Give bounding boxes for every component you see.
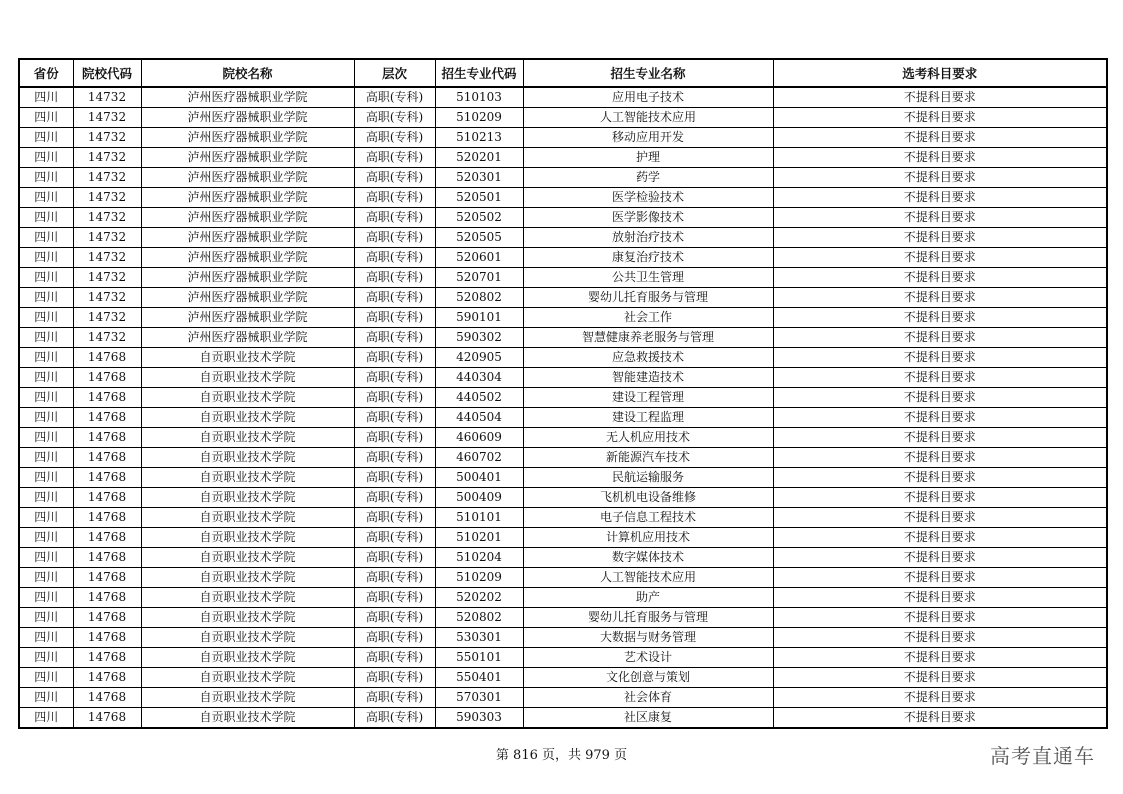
cell-school-name: 泸州医疗器械职业学院 bbox=[141, 248, 354, 268]
table-row bbox=[19, 128, 1107, 148]
cell-province: 四川 bbox=[19, 128, 73, 148]
cell-major-code: 520501 bbox=[435, 188, 523, 208]
cell-major-name: 婴幼儿托育服务与管理 bbox=[523, 288, 773, 308]
cell-major-name: 婴幼儿托育服务与管理 bbox=[523, 608, 773, 628]
cell-level: 高职(专科) bbox=[354, 388, 435, 408]
cell-school-code: 14768 bbox=[73, 468, 141, 488]
cell-major-code: 440504 bbox=[435, 408, 523, 428]
table-row bbox=[19, 388, 1107, 408]
cell-school-name: 自贡职业技术学院 bbox=[141, 508, 354, 528]
cell-subject-requirement: 不提科目要求 bbox=[773, 388, 1107, 408]
table-row bbox=[19, 448, 1107, 468]
cell-subject-requirement: 不提科目要求 bbox=[773, 348, 1107, 368]
cell-school-code: 14732 bbox=[73, 87, 141, 108]
cell-school-code: 14732 bbox=[73, 188, 141, 208]
cell-school-name: 自贡职业技术学院 bbox=[141, 368, 354, 388]
cell-level: 高职(专科) bbox=[354, 248, 435, 268]
cell-major-code: 550401 bbox=[435, 668, 523, 688]
table-row bbox=[19, 188, 1107, 208]
cell-major-code: 520601 bbox=[435, 248, 523, 268]
cell-major-code: 510213 bbox=[435, 128, 523, 148]
cell-major-code: 590101 bbox=[435, 308, 523, 328]
cell-province: 四川 bbox=[19, 628, 73, 648]
cell-level: 高职(专科) bbox=[354, 328, 435, 348]
table-row bbox=[19, 348, 1107, 368]
cell-major-name: 人工智能技术应用 bbox=[523, 568, 773, 588]
cell-level: 高职(专科) bbox=[354, 448, 435, 468]
cell-school-code: 14732 bbox=[73, 228, 141, 248]
cell-school-name: 泸州医疗器械职业学院 bbox=[141, 288, 354, 308]
column-header-school-code: 院校代码 bbox=[73, 59, 141, 87]
cell-school-name: 自贡职业技术学院 bbox=[141, 708, 354, 729]
table-row bbox=[19, 87, 1107, 108]
cell-level: 高职(专科) bbox=[354, 488, 435, 508]
cell-major-name: 社会体育 bbox=[523, 688, 773, 708]
cell-school-name: 泸州医疗器械职业学院 bbox=[141, 128, 354, 148]
cell-school-name: 泸州医疗器械职业学院 bbox=[141, 328, 354, 348]
cell-school-name: 泸州医疗器械职业学院 bbox=[141, 268, 354, 288]
cell-major-name: 人工智能技术应用 bbox=[523, 108, 773, 128]
table-row bbox=[19, 408, 1107, 428]
cell-school-name: 自贡职业技术学院 bbox=[141, 448, 354, 468]
cell-major-name: 数字媒体技术 bbox=[523, 548, 773, 568]
cell-major-code: 510209 bbox=[435, 568, 523, 588]
cell-school-code: 14768 bbox=[73, 568, 141, 588]
cell-major-code: 500401 bbox=[435, 468, 523, 488]
cell-province: 四川 bbox=[19, 368, 73, 388]
cell-major-code: 510201 bbox=[435, 528, 523, 548]
table-row bbox=[19, 708, 1107, 729]
cell-major-name: 护理 bbox=[523, 148, 773, 168]
cell-level: 高职(专科) bbox=[354, 268, 435, 288]
cell-level: 高职(专科) bbox=[354, 368, 435, 388]
cell-major-code: 570301 bbox=[435, 688, 523, 708]
cell-major-code: 510204 bbox=[435, 548, 523, 568]
cell-school-code: 14732 bbox=[73, 108, 141, 128]
cell-school-name: 自贡职业技术学院 bbox=[141, 548, 354, 568]
cell-major-name: 康复治疗技术 bbox=[523, 248, 773, 268]
cell-subject-requirement: 不提科目要求 bbox=[773, 208, 1107, 228]
table-row bbox=[19, 228, 1107, 248]
column-header-level: 层次 bbox=[354, 59, 435, 87]
cell-school-code: 14768 bbox=[73, 488, 141, 508]
table-row bbox=[19, 588, 1107, 608]
cell-major-code: 460702 bbox=[435, 448, 523, 468]
cell-school-code: 14768 bbox=[73, 508, 141, 528]
admission-table bbox=[18, 58, 1108, 729]
cell-province: 四川 bbox=[19, 608, 73, 628]
cell-province: 四川 bbox=[19, 428, 73, 448]
cell-subject-requirement: 不提科目要求 bbox=[773, 568, 1107, 588]
cell-level: 高职(专科) bbox=[354, 348, 435, 368]
cell-major-code: 590302 bbox=[435, 328, 523, 348]
cell-level: 高职(专科) bbox=[354, 308, 435, 328]
cell-level: 高职(专科) bbox=[354, 148, 435, 168]
cell-province: 四川 bbox=[19, 588, 73, 608]
cell-level: 高职(专科) bbox=[354, 588, 435, 608]
cell-major-name: 公共卫生管理 bbox=[523, 268, 773, 288]
cell-subject-requirement: 不提科目要求 bbox=[773, 528, 1107, 548]
cell-major-name: 艺术设计 bbox=[523, 648, 773, 668]
cell-subject-requirement: 不提科目要求 bbox=[773, 708, 1107, 729]
cell-school-name: 泸州医疗器械职业学院 bbox=[141, 148, 354, 168]
cell-province: 四川 bbox=[19, 448, 73, 468]
cell-subject-requirement: 不提科目要求 bbox=[773, 148, 1107, 168]
cell-province: 四川 bbox=[19, 268, 73, 288]
table-row bbox=[19, 208, 1107, 228]
cell-level: 高职(专科) bbox=[354, 468, 435, 488]
cell-subject-requirement: 不提科目要求 bbox=[773, 248, 1107, 268]
cell-major-code: 520202 bbox=[435, 588, 523, 608]
cell-subject-requirement: 不提科目要求 bbox=[773, 648, 1107, 668]
page-number: 第 816 页，共 979 页 bbox=[495, 748, 628, 763]
cell-major-name: 药学 bbox=[523, 168, 773, 188]
cell-school-code: 14732 bbox=[73, 268, 141, 288]
cell-province: 四川 bbox=[19, 108, 73, 128]
cell-level: 高职(专科) bbox=[354, 87, 435, 108]
cell-subject-requirement: 不提科目要求 bbox=[773, 87, 1107, 108]
cell-level: 高职(专科) bbox=[354, 428, 435, 448]
cell-school-name: 自贡职业技术学院 bbox=[141, 468, 354, 488]
cell-major-name: 移动应用开发 bbox=[523, 128, 773, 148]
cell-school-name: 泸州医疗器械职业学院 bbox=[141, 208, 354, 228]
cell-subject-requirement: 不提科目要求 bbox=[773, 608, 1107, 628]
cell-major-name: 建设工程管理 bbox=[523, 388, 773, 408]
cell-level: 高职(专科) bbox=[354, 688, 435, 708]
cell-province: 四川 bbox=[19, 87, 73, 108]
cell-major-name: 医学检验技术 bbox=[523, 188, 773, 208]
cell-province: 四川 bbox=[19, 708, 73, 729]
cell-level: 高职(专科) bbox=[354, 508, 435, 528]
cell-major-code: 510101 bbox=[435, 508, 523, 528]
cell-major-name: 无人机应用技术 bbox=[523, 428, 773, 448]
cell-school-name: 自贡职业技术学院 bbox=[141, 388, 354, 408]
cell-school-name: 自贡职业技术学院 bbox=[141, 608, 354, 628]
table-row bbox=[19, 108, 1107, 128]
cell-province: 四川 bbox=[19, 168, 73, 188]
table-row bbox=[19, 528, 1107, 548]
cell-school-code: 14732 bbox=[73, 128, 141, 148]
cell-major-code: 520701 bbox=[435, 268, 523, 288]
cell-subject-requirement: 不提科目要求 bbox=[773, 628, 1107, 648]
table-row bbox=[19, 648, 1107, 668]
cell-major-name: 电子信息工程技术 bbox=[523, 508, 773, 528]
cell-school-name: 泸州医疗器械职业学院 bbox=[141, 188, 354, 208]
cell-province: 四川 bbox=[19, 228, 73, 248]
cell-level: 高职(专科) bbox=[354, 668, 435, 688]
cell-level: 高职(专科) bbox=[354, 108, 435, 128]
cell-level: 高职(专科) bbox=[354, 708, 435, 729]
cell-major-code: 520802 bbox=[435, 608, 523, 628]
table-row bbox=[19, 608, 1107, 628]
cell-province: 四川 bbox=[19, 548, 73, 568]
cell-subject-requirement: 不提科目要求 bbox=[773, 588, 1107, 608]
table-row bbox=[19, 368, 1107, 388]
cell-major-code: 460609 bbox=[435, 428, 523, 448]
cell-province: 四川 bbox=[19, 388, 73, 408]
cell-subject-requirement: 不提科目要求 bbox=[773, 128, 1107, 148]
cell-major-code: 510209 bbox=[435, 108, 523, 128]
table-row bbox=[19, 148, 1107, 168]
cell-level: 高职(专科) bbox=[354, 408, 435, 428]
cell-major-name: 文化创意与策划 bbox=[523, 668, 773, 688]
cell-level: 高职(专科) bbox=[354, 168, 435, 188]
table-row bbox=[19, 468, 1107, 488]
cell-school-code: 14732 bbox=[73, 148, 141, 168]
cell-school-code: 14768 bbox=[73, 448, 141, 468]
cell-school-name: 泸州医疗器械职业学院 bbox=[141, 168, 354, 188]
cell-school-name: 自贡职业技术学院 bbox=[141, 488, 354, 508]
cell-school-name: 自贡职业技术学院 bbox=[141, 348, 354, 368]
cell-province: 四川 bbox=[19, 508, 73, 528]
cell-major-name: 智慧健康养老服务与管理 bbox=[523, 328, 773, 348]
cell-major-name: 飞机机电设备维修 bbox=[523, 488, 773, 508]
cell-province: 四川 bbox=[19, 488, 73, 508]
cell-school-name: 自贡职业技术学院 bbox=[141, 688, 354, 708]
table-row bbox=[19, 288, 1107, 308]
cell-school-code: 14732 bbox=[73, 308, 141, 328]
cell-school-code: 14768 bbox=[73, 648, 141, 668]
cell-level: 高职(专科) bbox=[354, 208, 435, 228]
cell-major-name: 助产 bbox=[523, 588, 773, 608]
cell-province: 四川 bbox=[19, 468, 73, 488]
cell-school-code: 14768 bbox=[73, 528, 141, 548]
cell-subject-requirement: 不提科目要求 bbox=[773, 488, 1107, 508]
cell-province: 四川 bbox=[19, 528, 73, 548]
cell-major-code: 590303 bbox=[435, 708, 523, 729]
cell-major-code: 550101 bbox=[435, 648, 523, 668]
cell-school-name: 自贡职业技术学院 bbox=[141, 428, 354, 448]
cell-school-code: 14768 bbox=[73, 348, 141, 368]
table-row bbox=[19, 248, 1107, 268]
cell-major-code: 440502 bbox=[435, 388, 523, 408]
cell-subject-requirement: 不提科目要求 bbox=[773, 508, 1107, 528]
cell-school-name: 泸州医疗器械职业学院 bbox=[141, 228, 354, 248]
cell-major-name: 民航运输服务 bbox=[523, 468, 773, 488]
table-row bbox=[19, 508, 1107, 528]
cell-level: 高职(专科) bbox=[354, 188, 435, 208]
cell-major-code: 520502 bbox=[435, 208, 523, 228]
cell-major-name: 社区康复 bbox=[523, 708, 773, 729]
table-row bbox=[19, 688, 1107, 708]
cell-school-code: 14732 bbox=[73, 288, 141, 308]
cell-province: 四川 bbox=[19, 208, 73, 228]
cell-level: 高职(专科) bbox=[354, 228, 435, 248]
cell-major-name: 建设工程监理 bbox=[523, 408, 773, 428]
cell-major-name: 智能建造技术 bbox=[523, 368, 773, 388]
cell-school-code: 14732 bbox=[73, 248, 141, 268]
cell-school-code: 14768 bbox=[73, 628, 141, 648]
cell-level: 高职(专科) bbox=[354, 128, 435, 148]
cell-province: 四川 bbox=[19, 328, 73, 348]
cell-major-code: 520301 bbox=[435, 168, 523, 188]
cell-province: 四川 bbox=[19, 288, 73, 308]
cell-school-name: 泸州医疗器械职业学院 bbox=[141, 87, 354, 108]
cell-subject-requirement: 不提科目要求 bbox=[773, 408, 1107, 428]
column-header-school-name: 院校名称 bbox=[141, 59, 354, 87]
cell-school-name: 自贡职业技术学院 bbox=[141, 528, 354, 548]
cell-major-name: 大数据与财务管理 bbox=[523, 628, 773, 648]
table-row bbox=[19, 548, 1107, 568]
cell-province: 四川 bbox=[19, 148, 73, 168]
cell-school-name: 自贡职业技术学院 bbox=[141, 588, 354, 608]
cell-level: 高职(专科) bbox=[354, 288, 435, 308]
table-row bbox=[19, 428, 1107, 448]
cell-major-code: 530301 bbox=[435, 628, 523, 648]
cell-subject-requirement: 不提科目要求 bbox=[773, 548, 1107, 568]
cell-school-name: 泸州医疗器械职业学院 bbox=[141, 308, 354, 328]
table-header-row bbox=[19, 59, 1107, 87]
cell-school-name: 自贡职业技术学院 bbox=[141, 648, 354, 668]
cell-level: 高职(专科) bbox=[354, 548, 435, 568]
watermark-text: 高考直通车 bbox=[990, 744, 1095, 768]
cell-subject-requirement: 不提科目要求 bbox=[773, 688, 1107, 708]
cell-subject-requirement: 不提科目要求 bbox=[773, 368, 1107, 388]
cell-level: 高职(专科) bbox=[354, 568, 435, 588]
cell-major-code: 520505 bbox=[435, 228, 523, 248]
cell-subject-requirement: 不提科目要求 bbox=[773, 668, 1107, 688]
cell-subject-requirement: 不提科目要求 bbox=[773, 108, 1107, 128]
cell-subject-requirement: 不提科目要求 bbox=[773, 468, 1107, 488]
cell-school-code: 14768 bbox=[73, 368, 141, 388]
column-header-province: 省份 bbox=[19, 59, 73, 87]
cell-subject-requirement: 不提科目要求 bbox=[773, 188, 1107, 208]
cell-subject-requirement: 不提科目要求 bbox=[773, 448, 1107, 468]
cell-school-name: 自贡职业技术学院 bbox=[141, 628, 354, 648]
cell-province: 四川 bbox=[19, 188, 73, 208]
cell-school-code: 14768 bbox=[73, 708, 141, 729]
table-row bbox=[19, 168, 1107, 188]
cell-school-name: 自贡职业技术学院 bbox=[141, 568, 354, 588]
column-header-major-name: 招生专业名称 bbox=[523, 59, 773, 87]
cell-province: 四川 bbox=[19, 308, 73, 328]
cell-province: 四川 bbox=[19, 668, 73, 688]
cell-major-name: 应用电子技术 bbox=[523, 87, 773, 108]
cell-level: 高职(专科) bbox=[354, 528, 435, 548]
cell-province: 四川 bbox=[19, 348, 73, 368]
column-header-major-code: 招生专业代码 bbox=[435, 59, 523, 87]
cell-school-code: 14768 bbox=[73, 428, 141, 448]
table-row bbox=[19, 668, 1107, 688]
table-row bbox=[19, 488, 1107, 508]
cell-subject-requirement: 不提科目要求 bbox=[773, 168, 1107, 188]
cell-major-code: 420905 bbox=[435, 348, 523, 368]
cell-major-code: 440304 bbox=[435, 368, 523, 388]
cell-subject-requirement: 不提科目要求 bbox=[773, 288, 1107, 308]
cell-province: 四川 bbox=[19, 648, 73, 668]
cell-school-code: 14768 bbox=[73, 608, 141, 628]
cell-major-name: 放射治疗技术 bbox=[523, 228, 773, 248]
cell-subject-requirement: 不提科目要求 bbox=[773, 308, 1107, 328]
cell-major-name: 计算机应用技术 bbox=[523, 528, 773, 548]
cell-school-code: 14732 bbox=[73, 208, 141, 228]
cell-major-code: 500409 bbox=[435, 488, 523, 508]
cell-major-code: 520201 bbox=[435, 148, 523, 168]
cell-province: 四川 bbox=[19, 688, 73, 708]
cell-major-name: 医学影像技术 bbox=[523, 208, 773, 228]
cell-level: 高职(专科) bbox=[354, 608, 435, 628]
cell-school-code: 14768 bbox=[73, 408, 141, 428]
cell-school-code: 14768 bbox=[73, 688, 141, 708]
cell-level: 高职(专科) bbox=[354, 628, 435, 648]
cell-school-code: 14732 bbox=[73, 328, 141, 348]
cell-subject-requirement: 不提科目要求 bbox=[773, 428, 1107, 448]
cell-subject-requirement: 不提科目要求 bbox=[773, 328, 1107, 348]
table-body bbox=[19, 87, 1107, 728]
cell-school-code: 14768 bbox=[73, 668, 141, 688]
table-row bbox=[19, 268, 1107, 288]
table-row bbox=[19, 308, 1107, 328]
cell-school-name: 自贡职业技术学院 bbox=[141, 668, 354, 688]
cell-province: 四川 bbox=[19, 248, 73, 268]
cell-school-code: 14768 bbox=[73, 588, 141, 608]
table-row bbox=[19, 328, 1107, 348]
cell-major-name: 社会工作 bbox=[523, 308, 773, 328]
cell-major-name: 应急救援技术 bbox=[523, 348, 773, 368]
table-row bbox=[19, 628, 1107, 648]
cell-subject-requirement: 不提科目要求 bbox=[773, 228, 1107, 248]
cell-subject-requirement: 不提科目要求 bbox=[773, 268, 1107, 288]
cell-province: 四川 bbox=[19, 568, 73, 588]
cell-school-code: 14768 bbox=[73, 548, 141, 568]
cell-school-code: 14732 bbox=[73, 168, 141, 188]
cell-school-code: 14768 bbox=[73, 388, 141, 408]
cell-major-code: 520802 bbox=[435, 288, 523, 308]
cell-school-name: 泸州医疗器械职业学院 bbox=[141, 108, 354, 128]
cell-province: 四川 bbox=[19, 408, 73, 428]
cell-school-name: 自贡职业技术学院 bbox=[141, 408, 354, 428]
cell-level: 高职(专科) bbox=[354, 648, 435, 668]
column-header-subject-requirement: 选考科目要求 bbox=[773, 59, 1107, 87]
table-row bbox=[19, 568, 1107, 588]
cell-major-name: 新能源汽车技术 bbox=[523, 448, 773, 468]
cell-major-code: 510103 bbox=[435, 87, 523, 108]
